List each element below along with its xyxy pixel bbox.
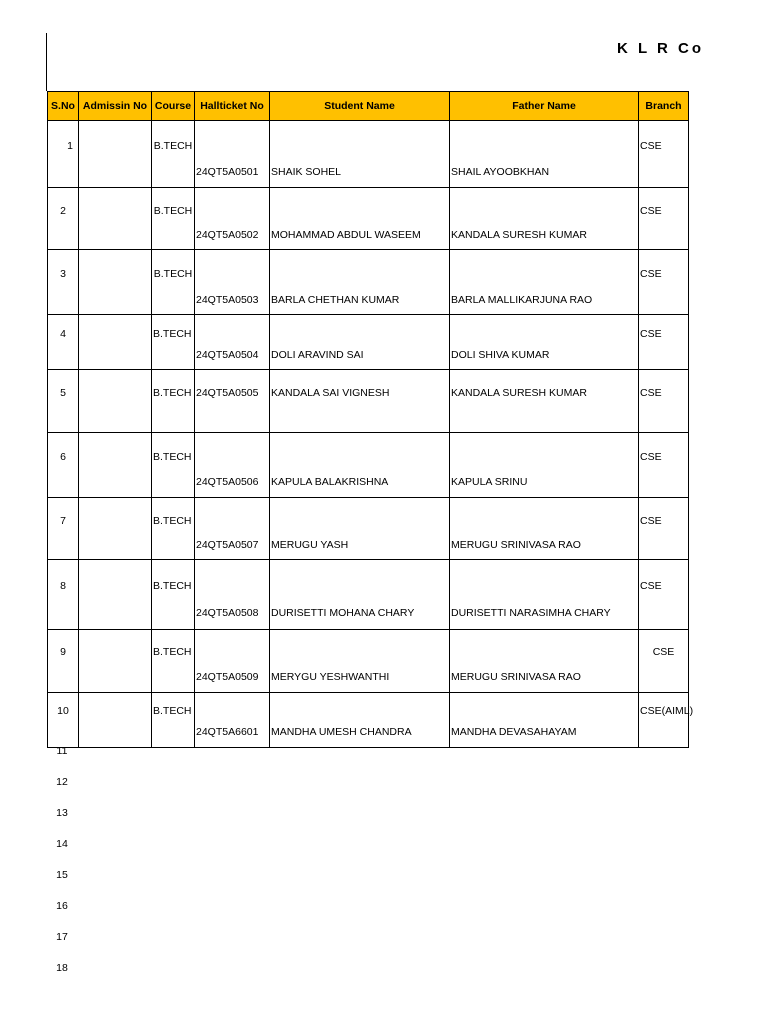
- sno-cell[interactable]: [48, 370, 79, 433]
- row-number: 12: [56, 776, 68, 788]
- admission-no-cell[interactable]: [79, 560, 152, 630]
- father-name-cell-text: KANDALA SURESH KUMAR: [451, 387, 587, 399]
- father-name-cell[interactable]: [450, 498, 639, 560]
- student-name-cell[interactable]: [270, 630, 450, 693]
- branch-cell-text: CSE: [640, 451, 662, 463]
- course-cell-text: B.TECH: [153, 451, 192, 463]
- course-cell[interactable]: [152, 630, 195, 693]
- course-cell-text: B.TECH: [153, 387, 192, 399]
- father-name-cell-text: MERUGU SRINIVASA RAO: [451, 671, 581, 683]
- course-cell[interactable]: [152, 370, 195, 433]
- course-cell[interactable]: [152, 693, 195, 748]
- row-number: 17: [56, 931, 68, 943]
- course-cell-text: B.TECH: [153, 515, 192, 527]
- course-cell-text: B.TECH: [153, 580, 192, 592]
- admission-no-cell[interactable]: [79, 121, 152, 188]
- branch-cell-text: CSE: [640, 328, 662, 340]
- admission-no-cell[interactable]: [79, 433, 152, 498]
- header-hallticket-no[interactable]: Hallticket No: [195, 92, 270, 121]
- admission-no-cell[interactable]: [79, 250, 152, 315]
- table-row: [48, 370, 689, 433]
- hallticket-no-cell[interactable]: [195, 498, 270, 560]
- course-cell-text: B.TECH: [153, 705, 192, 717]
- sno-cell-text: 3: [60, 268, 66, 280]
- sno-cell-text: 1: [67, 140, 73, 152]
- sno-cell[interactable]: [48, 188, 79, 250]
- hallticket-no-cell-text: 24QT5A0504: [196, 349, 259, 361]
- header-admission-no[interactable]: Admissin No: [79, 92, 152, 121]
- header-student-name[interactable]: Student Name: [270, 92, 450, 121]
- father-name-cell[interactable]: [450, 630, 639, 693]
- father-name-cell-text: KAPULA SRINU: [451, 476, 528, 488]
- sno-cell[interactable]: [48, 250, 79, 315]
- student-name-cell-text: MOHAMMAD ABDUL WASEEM: [271, 229, 421, 241]
- sno-cell[interactable]: [48, 498, 79, 560]
- course-cell[interactable]: [152, 560, 195, 630]
- sno-cell-text: 10: [57, 705, 69, 717]
- branch-cell[interactable]: [639, 250, 689, 315]
- admission-no-cell[interactable]: [79, 370, 152, 433]
- father-name-cell-text: MERUGU SRINIVASA RAO: [451, 539, 581, 551]
- hallticket-no-cell[interactable]: [195, 188, 270, 250]
- father-name-cell-text: DOLI SHIVA KUMAR: [451, 349, 550, 361]
- course-cell-text: B.TECH: [153, 646, 192, 658]
- table-row: [48, 630, 689, 693]
- student-name-cell-text: MERYGU YESHWANTHI: [271, 671, 390, 683]
- student-name-cell-text: SHAIK SOHEL: [271, 166, 342, 178]
- hallticket-no-cell[interactable]: [195, 433, 270, 498]
- sno-cell-text: 2: [60, 205, 66, 217]
- course-cell-text: B.TECH: [153, 140, 193, 152]
- father-name-cell[interactable]: [450, 188, 639, 250]
- sno-cell-text: 6: [60, 451, 66, 463]
- sno-cell[interactable]: [48, 693, 79, 748]
- student-name-cell[interactable]: [270, 121, 450, 188]
- father-name-cell-text: BARLA MALLIKARJUNA RAO: [451, 294, 593, 306]
- admission-no-cell[interactable]: [79, 693, 152, 748]
- admission-no-cell[interactable]: [79, 630, 152, 693]
- branch-cell[interactable]: [639, 121, 689, 188]
- course-cell-text: B.TECH: [153, 205, 193, 217]
- hallticket-no-cell[interactable]: [195, 121, 270, 188]
- row-number: 15: [56, 869, 68, 881]
- father-name-cell[interactable]: [450, 370, 639, 433]
- father-name-cell-text: DURISETTI NARASIMHA CHARY: [451, 607, 611, 619]
- father-name-cell[interactable]: [450, 433, 639, 498]
- hallticket-no-cell[interactable]: [195, 250, 270, 315]
- student-name-cell-text: MANDHA UMESH CHANDRA: [271, 726, 412, 738]
- page-title: K L R Co: [617, 40, 705, 57]
- sno-cell-text: 4: [60, 328, 66, 340]
- hallticket-no-cell-text: 24QT5A6601: [196, 726, 259, 738]
- student-name-cell[interactable]: [270, 250, 450, 315]
- student-name-cell-text: KANDALA SAI VIGNESH: [271, 387, 390, 399]
- header-sno[interactable]: S.No: [48, 92, 79, 121]
- sno-cell[interactable]: [48, 433, 79, 498]
- branch-cell[interactable]: [639, 188, 689, 250]
- table-row: [48, 498, 689, 560]
- table-header-row: [48, 92, 689, 121]
- father-name-cell[interactable]: [450, 315, 639, 370]
- hallticket-no-cell-text: 24QT5A0506: [196, 476, 259, 488]
- hallticket-no-cell[interactable]: [195, 693, 270, 748]
- table-row: [48, 315, 689, 370]
- branch-cell[interactable]: [639, 630, 689, 693]
- admission-no-cell[interactable]: [79, 188, 152, 250]
- course-cell[interactable]: [152, 315, 195, 370]
- hallticket-no-cell-text: 24QT5A0501: [196, 166, 259, 178]
- course-cell[interactable]: [152, 121, 195, 188]
- hallticket-no-cell[interactable]: [195, 370, 270, 433]
- student-name-cell-text: BARLA CHETHAN KUMAR: [271, 294, 400, 306]
- branch-cell-text: CSE(AIML): [640, 705, 694, 717]
- admission-no-cell[interactable]: [79, 315, 152, 370]
- course-cell-text: B.TECH: [153, 328, 192, 340]
- row-number: 11: [56, 745, 68, 757]
- student-name-cell[interactable]: [270, 498, 450, 560]
- father-name-cell-text: MANDHA DEVASAHAYAM: [451, 726, 577, 738]
- sno-cell-text: 9: [60, 646, 66, 658]
- sno-cell[interactable]: [48, 630, 79, 693]
- student-name-cell-text: DURISETTI MOHANA CHARY: [271, 607, 415, 619]
- sno-cell-text: 7: [60, 515, 66, 527]
- student-name-cell[interactable]: [270, 188, 450, 250]
- student-name-cell[interactable]: [270, 315, 450, 370]
- sno-cell-text: 8: [60, 580, 66, 592]
- row-number: 14: [56, 838, 68, 850]
- table-row: [48, 121, 689, 188]
- branch-cell-text: CSE: [640, 580, 662, 592]
- father-name-cell[interactable]: [450, 693, 639, 748]
- branch-cell-text: CSE: [640, 387, 662, 399]
- branch-cell-text: CSE: [640, 140, 662, 152]
- hallticket-no-cell[interactable]: [195, 560, 270, 630]
- course-cell-text: B.TECH: [153, 268, 193, 280]
- row-number: 13: [56, 807, 68, 819]
- branch-cell-text: CSE: [640, 268, 662, 280]
- student-name-cell[interactable]: [270, 433, 450, 498]
- header-branch[interactable]: Branch: [639, 92, 689, 121]
- course-cell[interactable]: [152, 433, 195, 498]
- father-name-cell-text: KANDALA SURESH KUMAR: [451, 229, 587, 241]
- student-name-cell[interactable]: [270, 370, 450, 433]
- hallticket-no-cell-text: 24QT5A0502: [196, 229, 259, 241]
- branch-cell[interactable]: [639, 498, 689, 560]
- sno-cell[interactable]: [48, 315, 79, 370]
- admission-no-cell[interactable]: [79, 498, 152, 560]
- sheet-left-border: [46, 33, 47, 91]
- sno-cell[interactable]: [48, 121, 79, 188]
- student-table: [47, 91, 694, 748]
- hallticket-no-cell-text: 24QT5A0508: [196, 607, 259, 619]
- student-name-cell[interactable]: [270, 693, 450, 748]
- father-name-cell[interactable]: [450, 121, 639, 188]
- hallticket-no-cell-text: 24QT5A0505: [196, 387, 259, 399]
- course-cell[interactable]: [152, 188, 195, 250]
- father-name-cell-text: SHAIL AYOOBKHAN: [451, 166, 550, 178]
- sno-cell[interactable]: [48, 560, 79, 630]
- hallticket-no-cell[interactable]: [195, 630, 270, 693]
- table-row: [48, 693, 689, 748]
- row-number: 18: [56, 962, 68, 974]
- course-cell[interactable]: [152, 250, 195, 315]
- header-father-name[interactable]: Father Name: [450, 92, 639, 121]
- branch-cell[interactable]: [639, 433, 689, 498]
- branch-cell[interactable]: [639, 693, 694, 748]
- branch-cell[interactable]: [639, 370, 689, 433]
- table-row: [48, 250, 689, 315]
- hallticket-no-cell[interactable]: [195, 315, 270, 370]
- student-name-cell-text: KAPULA BALAKRISHNA: [271, 476, 389, 488]
- father-name-cell[interactable]: [450, 250, 639, 315]
- branch-cell[interactable]: [639, 315, 689, 370]
- student-name-cell[interactable]: [270, 560, 450, 630]
- branch-cell-text: CSE: [640, 205, 662, 217]
- student-name-cell-text: DOLI ARAVIND SAI: [271, 349, 364, 361]
- row-number: 16: [56, 900, 68, 912]
- sno-cell-text: 5: [60, 387, 66, 399]
- table-row: [48, 560, 689, 630]
- hallticket-no-cell-text: 24QT5A0509: [196, 671, 259, 683]
- hallticket-no-cell-text: 24QT5A0507: [196, 539, 259, 551]
- branch-cell-text: CSE: [652, 646, 675, 658]
- branch-cell[interactable]: [639, 560, 689, 630]
- hallticket-no-cell-text: 24QT5A0503: [196, 294, 259, 306]
- course-cell[interactable]: [152, 498, 195, 560]
- table-row: [48, 433, 689, 498]
- branch-cell-text: CSE: [640, 515, 662, 527]
- father-name-cell[interactable]: [450, 560, 639, 630]
- table-row: [48, 188, 689, 250]
- student-name-cell-text: MERUGU YASH: [271, 539, 349, 551]
- header-course[interactable]: Course: [152, 92, 195, 121]
